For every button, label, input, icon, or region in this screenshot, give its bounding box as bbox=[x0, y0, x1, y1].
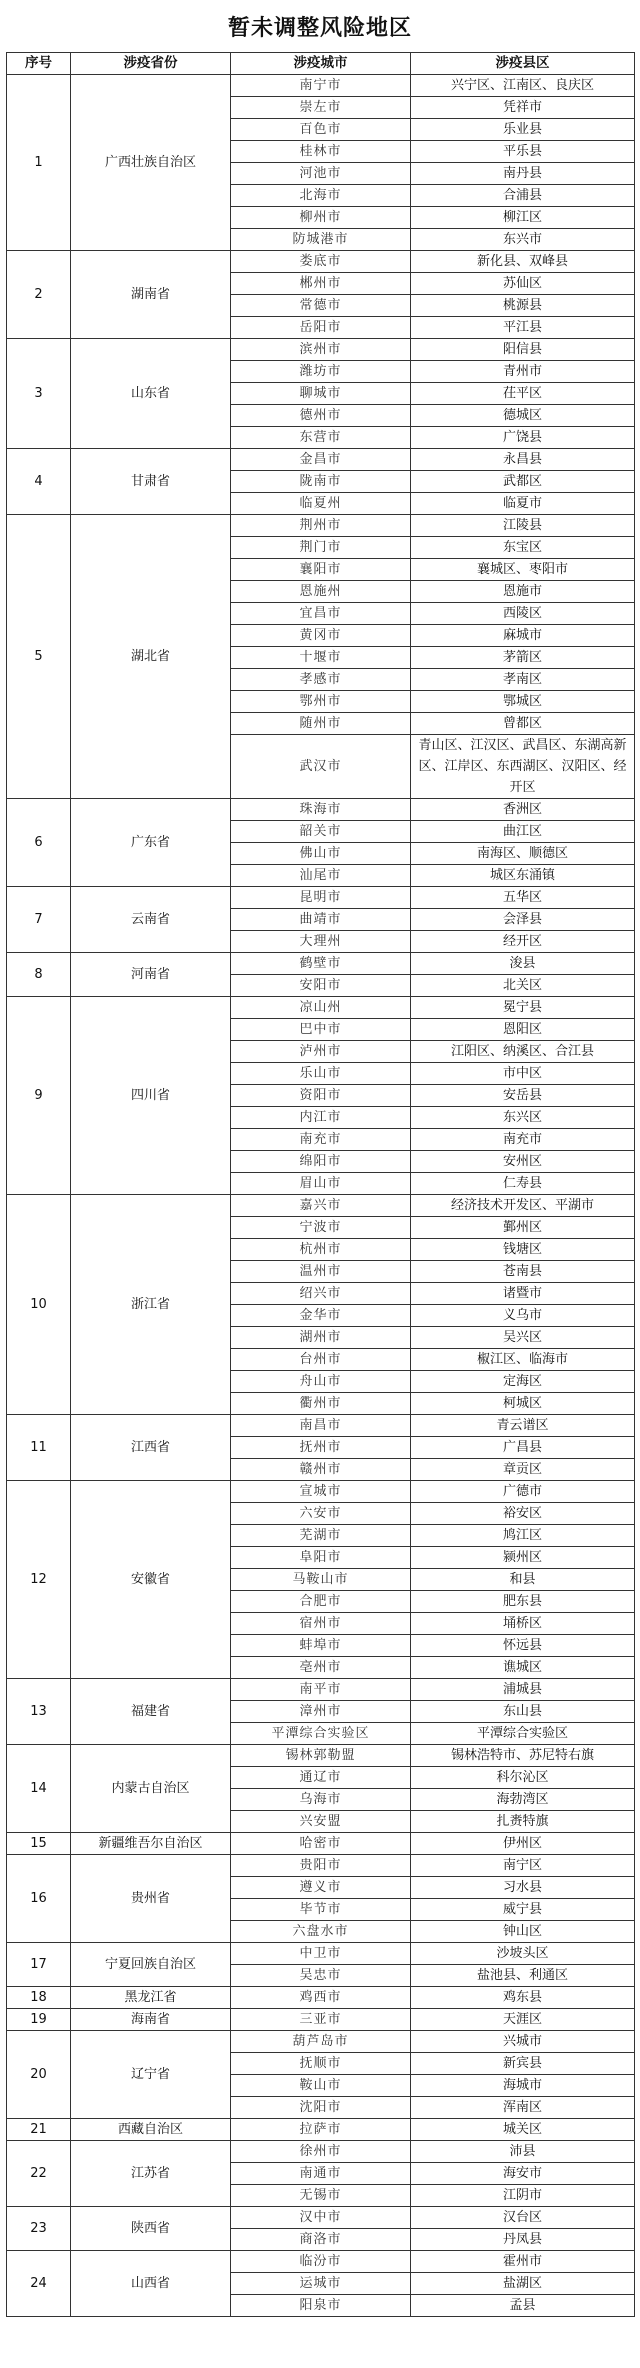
city-name: 抚顺市 bbox=[231, 2053, 411, 2075]
county-name: 恩阳区 bbox=[411, 1019, 635, 1041]
table-row bbox=[7, 1195, 635, 1217]
city-name: 陇南市 bbox=[231, 471, 411, 493]
city-name: 兴安盟 bbox=[231, 1811, 411, 1833]
county-name: 义乌市 bbox=[411, 1305, 635, 1327]
city-name: 武汉市 bbox=[231, 735, 411, 799]
county-name: 冕宁县 bbox=[411, 997, 635, 1019]
row-number: 11 bbox=[7, 1415, 71, 1481]
province-name: 贵州省 bbox=[71, 1855, 231, 1943]
county-name: 广饶县 bbox=[411, 427, 635, 449]
county-name: 沙坡头区 bbox=[411, 1943, 635, 1965]
county-name: 孟县 bbox=[411, 2295, 635, 2317]
city-name: 拉萨市 bbox=[231, 2119, 411, 2141]
county-name: 安州区 bbox=[411, 1151, 635, 1173]
row-number: 13 bbox=[7, 1679, 71, 1745]
city-name: 佛山市 bbox=[231, 843, 411, 865]
city-name: 凉山州 bbox=[231, 997, 411, 1019]
table-row bbox=[7, 2119, 635, 2141]
county-name: 盐湖区 bbox=[411, 2273, 635, 2295]
county-name: 东宝区 bbox=[411, 537, 635, 559]
row-number: 10 bbox=[7, 1195, 71, 1415]
city-name: 曲靖市 bbox=[231, 909, 411, 931]
county-name: 经开区 bbox=[411, 931, 635, 953]
province-name: 山东省 bbox=[71, 339, 231, 449]
city-name: 无锡市 bbox=[231, 2185, 411, 2207]
city-name: 大理州 bbox=[231, 931, 411, 953]
city-name: 葫芦岛市 bbox=[231, 2031, 411, 2053]
city-name: 汕尾市 bbox=[231, 865, 411, 887]
city-name: 台州市 bbox=[231, 1349, 411, 1371]
province-name: 新疆维吾尔自治区 bbox=[71, 1833, 231, 1855]
city-name: 芜湖市 bbox=[231, 1525, 411, 1547]
county-name: 定海区 bbox=[411, 1371, 635, 1393]
table-row bbox=[7, 2031, 635, 2053]
county-name: 平潭综合实验区 bbox=[411, 1723, 635, 1745]
table-body bbox=[7, 75, 635, 2317]
county-name: 霍州市 bbox=[411, 2251, 635, 2273]
province-name: 山西省 bbox=[71, 2251, 231, 2317]
table-row bbox=[7, 1415, 635, 1437]
city-name: 锡林郭勒盟 bbox=[231, 1745, 411, 1767]
county-name: 习水县 bbox=[411, 1877, 635, 1899]
table-row bbox=[7, 997, 635, 1019]
risk-area-table bbox=[6, 52, 635, 2317]
city-name: 荆门市 bbox=[231, 537, 411, 559]
county-name: 沛县 bbox=[411, 2141, 635, 2163]
county-name: 诸暨市 bbox=[411, 1283, 635, 1305]
county-name: 曲江区 bbox=[411, 821, 635, 843]
county-name: 钱塘区 bbox=[411, 1239, 635, 1261]
province-name: 广东省 bbox=[71, 799, 231, 887]
county-name: 怀远县 bbox=[411, 1635, 635, 1657]
city-name: 潍坊市 bbox=[231, 361, 411, 383]
city-name: 常德市 bbox=[231, 295, 411, 317]
county-name: 青云谱区 bbox=[411, 1415, 635, 1437]
city-name: 宁波市 bbox=[231, 1217, 411, 1239]
county-name: 阳信县 bbox=[411, 339, 635, 361]
city-name: 绍兴市 bbox=[231, 1283, 411, 1305]
city-name: 南昌市 bbox=[231, 1415, 411, 1437]
table-row bbox=[7, 1987, 635, 2009]
city-name: 合肥市 bbox=[231, 1591, 411, 1613]
table-row bbox=[7, 887, 635, 909]
county-name: 吴兴区 bbox=[411, 1327, 635, 1349]
county-name: 北关区 bbox=[411, 975, 635, 997]
city-name: 舟山市 bbox=[231, 1371, 411, 1393]
row-number: 23 bbox=[7, 2207, 71, 2251]
county-name: 兴城市 bbox=[411, 2031, 635, 2053]
city-name: 宜昌市 bbox=[231, 603, 411, 625]
county-name: 合浦县 bbox=[411, 185, 635, 207]
city-name: 南宁市 bbox=[231, 75, 411, 97]
city-name: 东营市 bbox=[231, 427, 411, 449]
city-name: 绵阳市 bbox=[231, 1151, 411, 1173]
county-name: 海安市 bbox=[411, 2163, 635, 2185]
city-name: 乐山市 bbox=[231, 1063, 411, 1085]
county-name: 恩施市 bbox=[411, 581, 635, 603]
city-name: 百色市 bbox=[231, 119, 411, 141]
county-name: 南充市 bbox=[411, 1129, 635, 1151]
city-name: 衢州市 bbox=[231, 1393, 411, 1415]
county-name: 江阳区、纳溪区、合江县 bbox=[411, 1041, 635, 1063]
county-name: 襄城区、枣阳市 bbox=[411, 559, 635, 581]
county-name: 广昌县 bbox=[411, 1437, 635, 1459]
table-row bbox=[7, 1855, 635, 1877]
row-number: 18 bbox=[7, 1987, 71, 2009]
header-no: 序号 bbox=[7, 53, 71, 75]
city-name: 柳州市 bbox=[231, 207, 411, 229]
table-row bbox=[7, 449, 635, 471]
province-name: 安徽省 bbox=[71, 1481, 231, 1679]
county-name: 孝南区 bbox=[411, 669, 635, 691]
city-name: 聊城市 bbox=[231, 383, 411, 405]
county-name: 南丹县 bbox=[411, 163, 635, 185]
city-name: 郴州市 bbox=[231, 273, 411, 295]
province-name: 湖南省 bbox=[71, 251, 231, 339]
county-name: 经济技术开发区、平湖市 bbox=[411, 1195, 635, 1217]
county-name: 伊州区 bbox=[411, 1833, 635, 1855]
county-name: 东兴区 bbox=[411, 1107, 635, 1129]
city-name: 贵阳市 bbox=[231, 1855, 411, 1877]
county-name: 平乐县 bbox=[411, 141, 635, 163]
city-name: 马鞍山市 bbox=[231, 1569, 411, 1591]
county-name: 青州市 bbox=[411, 361, 635, 383]
county-name: 会泽县 bbox=[411, 909, 635, 931]
province-name: 黑龙江省 bbox=[71, 1987, 231, 2009]
county-name: 鸠江区 bbox=[411, 1525, 635, 1547]
county-name: 平江县 bbox=[411, 317, 635, 339]
row-number: 6 bbox=[7, 799, 71, 887]
table-row bbox=[7, 799, 635, 821]
city-name: 韶关市 bbox=[231, 821, 411, 843]
county-name: 五华区 bbox=[411, 887, 635, 909]
city-name: 泸州市 bbox=[231, 1041, 411, 1063]
header-city: 涉疫城市 bbox=[231, 53, 411, 75]
county-name: 柳江区 bbox=[411, 207, 635, 229]
table-row bbox=[7, 1745, 635, 1767]
province-name: 湖北省 bbox=[71, 515, 231, 799]
city-name: 恩施州 bbox=[231, 581, 411, 603]
province-name: 辽宁省 bbox=[71, 2031, 231, 2119]
row-number: 8 bbox=[7, 953, 71, 997]
city-name: 随州市 bbox=[231, 713, 411, 735]
county-name: 兴宁区、江南区、良庆区 bbox=[411, 75, 635, 97]
city-name: 河池市 bbox=[231, 163, 411, 185]
county-name: 章贡区 bbox=[411, 1459, 635, 1481]
table-row bbox=[7, 75, 635, 97]
table-row bbox=[7, 2009, 635, 2031]
table-row bbox=[7, 953, 635, 975]
county-name: 鄂城区 bbox=[411, 691, 635, 713]
row-number: 20 bbox=[7, 2031, 71, 2119]
county-name: 新化县、双峰县 bbox=[411, 251, 635, 273]
county-name: 钟山区 bbox=[411, 1921, 635, 1943]
city-name: 沈阳市 bbox=[231, 2097, 411, 2119]
city-name: 黄冈市 bbox=[231, 625, 411, 647]
province-name: 宁夏回族自治区 bbox=[71, 1943, 231, 1987]
county-name: 颍州区 bbox=[411, 1547, 635, 1569]
city-name: 抚州市 bbox=[231, 1437, 411, 1459]
county-name: 江陵县 bbox=[411, 515, 635, 537]
table-row bbox=[7, 1481, 635, 1503]
city-name: 桂林市 bbox=[231, 141, 411, 163]
table-row bbox=[7, 1679, 635, 1701]
county-name: 南宁区 bbox=[411, 1855, 635, 1877]
city-name: 昆明市 bbox=[231, 887, 411, 909]
city-name: 六盘水市 bbox=[231, 1921, 411, 1943]
city-name: 娄底市 bbox=[231, 251, 411, 273]
city-name: 南充市 bbox=[231, 1129, 411, 1151]
city-name: 乌海市 bbox=[231, 1789, 411, 1811]
county-name: 城区东涌镇 bbox=[411, 865, 635, 887]
province-name: 云南省 bbox=[71, 887, 231, 953]
province-name: 福建省 bbox=[71, 1679, 231, 1745]
city-name: 北海市 bbox=[231, 185, 411, 207]
row-number: 1 bbox=[7, 75, 71, 251]
county-name: 科尔沁区 bbox=[411, 1767, 635, 1789]
county-name: 威宁县 bbox=[411, 1899, 635, 1921]
city-name: 金华市 bbox=[231, 1305, 411, 1327]
city-name: 滨州市 bbox=[231, 339, 411, 361]
city-name: 金昌市 bbox=[231, 449, 411, 471]
city-name: 崇左市 bbox=[231, 97, 411, 119]
row-number: 22 bbox=[7, 2141, 71, 2207]
city-name: 鹤壁市 bbox=[231, 953, 411, 975]
city-name: 哈密市 bbox=[231, 1833, 411, 1855]
county-name: 鄞州区 bbox=[411, 1217, 635, 1239]
county-name: 柯城区 bbox=[411, 1393, 635, 1415]
city-name: 嘉兴市 bbox=[231, 1195, 411, 1217]
county-name: 鸡东县 bbox=[411, 1987, 635, 2009]
county-name: 桃源县 bbox=[411, 295, 635, 317]
county-name: 浚县 bbox=[411, 953, 635, 975]
county-name: 东山县 bbox=[411, 1701, 635, 1723]
city-name: 南通市 bbox=[231, 2163, 411, 2185]
header-province: 涉疫省份 bbox=[71, 53, 231, 75]
row-number: 12 bbox=[7, 1481, 71, 1679]
county-name: 市中区 bbox=[411, 1063, 635, 1085]
province-name: 江西省 bbox=[71, 1415, 231, 1481]
row-number: 9 bbox=[7, 997, 71, 1195]
county-name: 凭祥市 bbox=[411, 97, 635, 119]
county-name: 新宾县 bbox=[411, 2053, 635, 2075]
city-name: 徐州市 bbox=[231, 2141, 411, 2163]
row-number: 4 bbox=[7, 449, 71, 515]
city-name: 鸡西市 bbox=[231, 1987, 411, 2009]
city-name: 十堰市 bbox=[231, 647, 411, 669]
table-row bbox=[7, 251, 635, 273]
city-name: 汉中市 bbox=[231, 2207, 411, 2229]
county-name: 苍南县 bbox=[411, 1261, 635, 1283]
county-name: 城关区 bbox=[411, 2119, 635, 2141]
table-row bbox=[7, 515, 635, 537]
county-name: 茅箭区 bbox=[411, 647, 635, 669]
county-name: 浑南区 bbox=[411, 2097, 635, 2119]
page bbox=[6, 6, 634, 2317]
county-name: 锡林浩特市、苏尼特右旗 bbox=[411, 1745, 635, 1767]
table-row bbox=[7, 2141, 635, 2163]
row-number: 19 bbox=[7, 2009, 71, 2031]
table-row bbox=[7, 1943, 635, 1965]
county-name: 临夏市 bbox=[411, 493, 635, 515]
row-number: 3 bbox=[7, 339, 71, 449]
county-name: 东兴市 bbox=[411, 229, 635, 251]
city-name: 鞍山市 bbox=[231, 2075, 411, 2097]
city-name: 商洛市 bbox=[231, 2229, 411, 2251]
table-header-row bbox=[7, 53, 635, 75]
province-name: 海南省 bbox=[71, 2009, 231, 2031]
county-name: 盐池县、利通区 bbox=[411, 1965, 635, 1987]
city-name: 毕节市 bbox=[231, 1899, 411, 1921]
city-name: 防城港市 bbox=[231, 229, 411, 251]
county-name: 西陵区 bbox=[411, 603, 635, 625]
county-name: 德城区 bbox=[411, 405, 635, 427]
province-name: 陕西省 bbox=[71, 2207, 231, 2251]
city-name: 亳州市 bbox=[231, 1657, 411, 1679]
city-name: 通辽市 bbox=[231, 1767, 411, 1789]
county-name: 南海区、顺德区 bbox=[411, 843, 635, 865]
province-name: 四川省 bbox=[71, 997, 231, 1195]
row-number: 14 bbox=[7, 1745, 71, 1833]
city-name: 内江市 bbox=[231, 1107, 411, 1129]
county-name: 肥东县 bbox=[411, 1591, 635, 1613]
city-name: 德州市 bbox=[231, 405, 411, 427]
city-name: 宿州市 bbox=[231, 1613, 411, 1635]
county-name: 谯城区 bbox=[411, 1657, 635, 1679]
city-name: 阳泉市 bbox=[231, 2295, 411, 2317]
province-name: 广西壮族自治区 bbox=[71, 75, 231, 251]
city-name: 荆州市 bbox=[231, 515, 411, 537]
city-name: 岳阳市 bbox=[231, 317, 411, 339]
table-row bbox=[7, 2251, 635, 2273]
city-name: 孝感市 bbox=[231, 669, 411, 691]
row-number: 17 bbox=[7, 1943, 71, 1987]
province-name: 内蒙古自治区 bbox=[71, 1745, 231, 1833]
city-name: 安阳市 bbox=[231, 975, 411, 997]
city-name: 六安市 bbox=[231, 1503, 411, 1525]
page-title: 暂未调整风险地区 bbox=[227, 16, 412, 41]
city-name: 三亚市 bbox=[231, 2009, 411, 2031]
county-name: 茌平区 bbox=[411, 383, 635, 405]
city-name: 眉山市 bbox=[231, 1173, 411, 1195]
county-name: 曾都区 bbox=[411, 713, 635, 735]
city-name: 珠海市 bbox=[231, 799, 411, 821]
county-name: 埇桥区 bbox=[411, 1613, 635, 1635]
county-name: 乐业县 bbox=[411, 119, 635, 141]
county-name: 青山区、江汉区、武昌区、东湖高新区、江岸区、东西湖区、汉阳区、经开区 bbox=[411, 735, 635, 799]
row-number: 15 bbox=[7, 1833, 71, 1855]
county-name: 武都区 bbox=[411, 471, 635, 493]
county-name: 海勃湾区 bbox=[411, 1789, 635, 1811]
county-name: 和县 bbox=[411, 1569, 635, 1591]
county-name: 安岳县 bbox=[411, 1085, 635, 1107]
province-name: 浙江省 bbox=[71, 1195, 231, 1415]
city-name: 中卫市 bbox=[231, 1943, 411, 1965]
county-name: 扎赉特旗 bbox=[411, 1811, 635, 1833]
city-name: 赣州市 bbox=[231, 1459, 411, 1481]
county-name: 椒江区、临海市 bbox=[411, 1349, 635, 1371]
city-name: 温州市 bbox=[231, 1261, 411, 1283]
county-name: 天涯区 bbox=[411, 2009, 635, 2031]
city-name: 临汾市 bbox=[231, 2251, 411, 2273]
province-name: 西藏自治区 bbox=[71, 2119, 231, 2141]
table-row bbox=[7, 2207, 635, 2229]
province-name: 甘肃省 bbox=[71, 449, 231, 515]
row-number: 5 bbox=[7, 515, 71, 799]
province-name: 河南省 bbox=[71, 953, 231, 997]
city-name: 蚌埠市 bbox=[231, 1635, 411, 1657]
city-name: 吴忠市 bbox=[231, 1965, 411, 1987]
city-name: 鄂州市 bbox=[231, 691, 411, 713]
county-name: 裕安区 bbox=[411, 1503, 635, 1525]
table-row bbox=[7, 1833, 635, 1855]
city-name: 湖州市 bbox=[231, 1327, 411, 1349]
city-name: 巴中市 bbox=[231, 1019, 411, 1041]
county-name: 麻城市 bbox=[411, 625, 635, 647]
city-name: 南平市 bbox=[231, 1679, 411, 1701]
county-name: 永昌县 bbox=[411, 449, 635, 471]
county-name: 仁寿县 bbox=[411, 1173, 635, 1195]
county-name: 广德市 bbox=[411, 1481, 635, 1503]
city-name: 运城市 bbox=[231, 2273, 411, 2295]
city-name: 阜阳市 bbox=[231, 1547, 411, 1569]
header-county: 涉疫县区 bbox=[411, 53, 635, 75]
row-number: 2 bbox=[7, 251, 71, 339]
row-number: 7 bbox=[7, 887, 71, 953]
city-name: 襄阳市 bbox=[231, 559, 411, 581]
table-row bbox=[7, 339, 635, 361]
city-name: 杭州市 bbox=[231, 1239, 411, 1261]
row-number: 24 bbox=[7, 2251, 71, 2317]
city-name: 资阳市 bbox=[231, 1085, 411, 1107]
province-name: 江苏省 bbox=[71, 2141, 231, 2207]
city-name: 临夏州 bbox=[231, 493, 411, 515]
city-name: 平潭综合实验区 bbox=[231, 1723, 411, 1745]
county-name: 丹凤县 bbox=[411, 2229, 635, 2251]
county-name: 苏仙区 bbox=[411, 273, 635, 295]
city-name: 漳州市 bbox=[231, 1701, 411, 1723]
row-number: 16 bbox=[7, 1855, 71, 1943]
county-name: 汉台区 bbox=[411, 2207, 635, 2229]
county-name: 香洲区 bbox=[411, 799, 635, 821]
row-number: 21 bbox=[7, 2119, 71, 2141]
county-name: 浦城县 bbox=[411, 1679, 635, 1701]
county-name: 江阴市 bbox=[411, 2185, 635, 2207]
city-name: 遵义市 bbox=[231, 1877, 411, 1899]
city-name: 宣城市 bbox=[231, 1481, 411, 1503]
county-name: 海城市 bbox=[411, 2075, 635, 2097]
